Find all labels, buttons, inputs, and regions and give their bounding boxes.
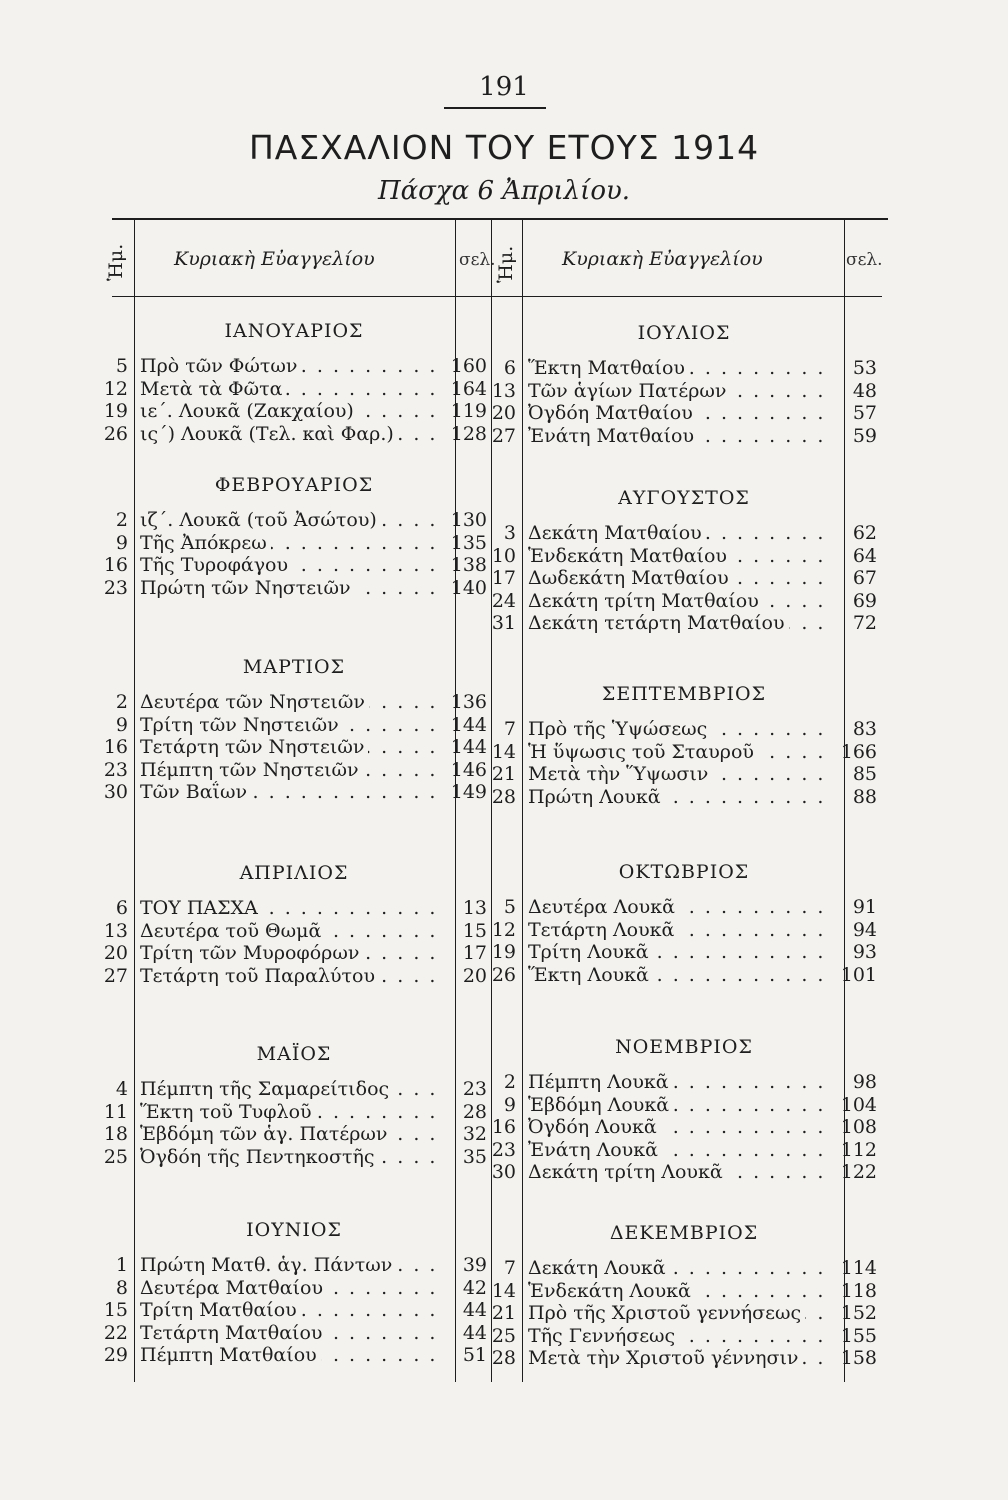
row-day: 26: [491, 963, 516, 986]
row-page: 135: [450, 531, 487, 554]
row-page: 119: [450, 400, 487, 422]
row-page: 15: [462, 919, 487, 942]
row-day: 20: [491, 402, 516, 424]
row-page: 152: [840, 1302, 877, 1324]
row-page: 112: [840, 1138, 877, 1161]
row-gospel-name: [528, 1280, 828, 1302]
row-page: 130: [450, 509, 487, 531]
row-gospel-text: Ὀγδόη τῆς Πεντηκοστῆς: [140, 1146, 379, 1168]
month-heading: ΑΠΡΙΛΙΟΣ: [239, 862, 349, 884]
row-page: 155: [840, 1324, 877, 1347]
row-day: 6: [503, 357, 516, 379]
row-gospel-name: [528, 1071, 828, 1093]
row-gospel-text: Δευτέρα τοῦ Θωμᾶ: [140, 920, 325, 942]
month-heading: ΙΟΥΛΙΟΣ: [637, 322, 731, 344]
row-page: 62: [852, 522, 877, 544]
row-page: 85: [852, 763, 877, 785]
row-gospel-name: [528, 612, 828, 634]
row-gospel-name: [140, 691, 440, 713]
row-gospel-text: Μετὰ τὰ Φῶτα: [140, 378, 286, 400]
row-day: 12: [103, 377, 128, 400]
row-day: 24: [491, 589, 516, 612]
row-gospel-text: Δεκάτη Ματθαίου: [528, 522, 706, 544]
row-page: 83: [852, 718, 877, 740]
row-day: 18: [103, 1123, 128, 1145]
row-gospel-text: Δωδεκάτη Ματθαίου: [528, 567, 733, 589]
row-page: 28: [462, 1100, 487, 1123]
row-day: 19: [491, 941, 516, 963]
row-page: 108: [840, 1116, 877, 1138]
row-day: 29: [103, 1344, 128, 1366]
row-page: 144: [450, 713, 487, 736]
month-heading: ΜΑΪΟΣ: [256, 1043, 332, 1065]
row-day: 27: [103, 964, 128, 987]
row-day: 5: [503, 896, 516, 918]
row-day: 30: [491, 1161, 516, 1183]
row-day: 17: [491, 567, 516, 589]
row-gospel-text: Ἡ ὕψωσις τοῦ Σταυροῦ: [528, 741, 758, 763]
row-gospel-text: Ἑβδόμη τῶν ἁγ. Πατέρων: [140, 1123, 391, 1145]
row-day: 19: [103, 400, 128, 422]
row-gospel-name: [528, 567, 828, 589]
row-day: 21: [491, 1302, 516, 1324]
row-gospel-text: Ἕκτη τοῦ Τυφλοῦ: [140, 1101, 316, 1123]
row-gospel-text: Μετὰ τὴν Ὕψωσιν: [528, 763, 712, 785]
row-gospel-text: Πέμπτη Λουκᾶ: [528, 1071, 673, 1093]
row-gospel-name: [528, 425, 828, 447]
row-gospel-text: Τετάρτη τοῦ Παραλύτου: [140, 965, 379, 987]
row-gospel-text: Μετὰ τὴν Χριστοῦ γέννησιν: [528, 1347, 802, 1369]
row-day: 28: [491, 1347, 516, 1369]
right-gospel-header: Κυριακὴ Εὐαγγελίου: [562, 248, 763, 270]
row-gospel-text: Τρίτη τῶν Μυροφόρων: [140, 942, 363, 964]
row-gospel-text: Τρίτη Λουκᾶ: [528, 941, 653, 963]
row-day: 25: [103, 1145, 128, 1168]
row-gospel-text: Πρώτη τῶν Νηστειῶν: [140, 577, 355, 599]
row-page: 144: [450, 736, 487, 758]
row-gospel-text: Ἐνάτη Ματθαίου: [528, 425, 698, 447]
row-page: 136: [450, 691, 487, 713]
table-row: [0, 612, 1008, 636]
row-gospel-text: Δεκάτη τρίτη Λουκᾶ: [528, 1161, 727, 1183]
row-gospel-name: [528, 1257, 828, 1279]
row-page: 160: [450, 355, 487, 377]
row-gospel-text: Τρίτη Ματθαίου: [140, 1299, 301, 1321]
row-gospel-text: Ἑνδεκάτη Ματθαίου: [528, 545, 731, 567]
left-gospel-header: Κυριακὴ Εὐαγγελίου: [174, 248, 375, 270]
row-page: 69: [852, 589, 877, 612]
row-day: 9: [115, 531, 128, 554]
row-page: 57: [852, 402, 877, 424]
row-day: 5: [115, 355, 128, 377]
page-number-rule: [444, 107, 546, 109]
row-gospel-name: [528, 1347, 828, 1369]
row-day: 10: [491, 544, 516, 567]
right-day-header: Ἡμ.: [495, 245, 517, 283]
row-page: 13: [462, 897, 487, 919]
row-gospel-name: [528, 590, 828, 612]
row-day: 27: [491, 424, 516, 447]
row-gospel-name: [528, 1094, 828, 1116]
page-title: ΠΑΣΧΑΛΙΟΝ ΤΟΥ ΕΤΟΥΣ 1914: [248, 128, 760, 167]
row-page: 51: [462, 1344, 487, 1366]
row-page: 91: [852, 896, 877, 918]
row-day: 9: [503, 1093, 516, 1116]
row-gospel-text: Τετάρτη τῶν Νηστειῶν: [140, 736, 368, 758]
row-gospel-name: [528, 718, 828, 740]
row-day: 7: [503, 1257, 516, 1279]
row-page: 72: [852, 612, 877, 634]
row-page: 104: [840, 1093, 877, 1116]
table-row: [0, 691, 1008, 715]
row-gospel-name: [140, 1254, 440, 1276]
row-page: 101: [840, 963, 877, 986]
row-page: 53: [852, 357, 877, 379]
row-page: 158: [840, 1347, 877, 1369]
row-gospel-name: [528, 1161, 828, 1183]
row-gospel-text: Τρίτη τῶν Νηστειῶν: [140, 714, 343, 736]
row-gospel-text: Πρώτη Λουκᾶ: [528, 786, 665, 808]
row-page: 67: [852, 567, 877, 589]
row-gospel-text: Πρώτη Ματθ. ἁγ. Πάντων: [140, 1254, 396, 1276]
table-top-rule: [112, 218, 888, 220]
row-page: 23: [462, 1078, 487, 1100]
row-gospel-text: Ἐνάτη Λουκᾶ: [528, 1139, 662, 1161]
row-page: 93: [852, 941, 877, 963]
month-heading: ΣΕΠΤΕΜΒΡΙΟΣ: [601, 683, 767, 705]
row-day: 13: [491, 379, 516, 402]
row-page: 44: [462, 1321, 487, 1344]
row-gospel-text: Ὀγδόη Λουκᾶ: [528, 1116, 661, 1138]
row-page: 42: [462, 1276, 487, 1299]
row-gospel-name: [528, 1116, 828, 1138]
row-day: 1: [115, 1254, 128, 1276]
row-day: 14: [491, 1279, 516, 1302]
table-header-rule: [112, 296, 882, 297]
row-day: 3: [503, 522, 516, 544]
month-heading: ΙΟΥΝΙΟΣ: [246, 1219, 342, 1241]
row-page: 17: [462, 942, 487, 964]
row-day: 23: [491, 1138, 516, 1161]
row-day: 30: [103, 781, 128, 803]
row-page: 35: [462, 1145, 487, 1168]
row-gospel-text: Ὀγδόη Ματθαίου: [528, 402, 697, 424]
row-day: 31: [491, 612, 516, 634]
month-heading: ΝΟΕΜΒΡΙΟΣ: [615, 1036, 753, 1058]
row-page: 44: [462, 1299, 487, 1321]
row-gospel-text: Δεκάτη τετάρτη Ματθαίου: [528, 612, 789, 634]
row-page: 114: [840, 1257, 877, 1279]
row-page: 59: [852, 424, 877, 447]
row-gospel-text: Τῶν ἁγίων Πατέρων: [528, 380, 730, 402]
row-gospel-text: ιε΄. Λουκᾶ (Ζακχαίου): [140, 400, 358, 422]
row-gospel-text: Δευτέρα Λουκᾶ: [528, 896, 679, 918]
row-gospel-text: Πρὸ τῆς Χριστοῦ γεννήσεως: [528, 1302, 805, 1324]
page-number: 191: [479, 72, 529, 102]
row-gospel-text: Δευτέρα Ματθαίου: [140, 1277, 327, 1299]
row-gospel-text: Ἑβδόμη Λουκᾶ: [528, 1094, 673, 1116]
row-gospel-text: ιζ΄. Λουκᾶ (τοῦ Ἀσώτου): [140, 509, 381, 531]
row-day: 25: [491, 1324, 516, 1347]
page-subtitle: Πάσχα 6 Ἀπριλίου.: [377, 176, 631, 206]
row-day: 2: [115, 509, 128, 531]
left-day-header: Ἡμ.: [105, 243, 127, 281]
row-page: 149: [450, 781, 487, 803]
row-gospel-text: Ἕκτη Ματθαίου: [528, 357, 689, 379]
row-gospel-name: [528, 545, 828, 567]
month-heading: ΟΚΤΩΒΡΙΟΣ: [618, 861, 750, 883]
row-page: 88: [852, 785, 877, 808]
row-day: 4: [115, 1078, 128, 1100]
row-day: 21: [491, 763, 516, 785]
row-gospel-name: [528, 786, 828, 808]
row-day: 12: [491, 918, 516, 941]
row-day: 28: [491, 785, 516, 808]
row-gospel-text: Ἕκτη Λουκᾶ: [528, 964, 653, 986]
row-gospel-name: [528, 402, 828, 424]
row-gospel-name: [528, 1139, 828, 1161]
row-day: 16: [103, 736, 128, 758]
row-gospel-text: Πρὸ τῆς Ὑψώσεως: [528, 718, 711, 740]
row-day: 6: [115, 897, 128, 919]
row-page: 32: [462, 1123, 487, 1145]
row-gospel-text: Δεκάτη Λουκᾶ: [528, 1257, 670, 1279]
row-gospel-text: Δεκάτη τρίτη Ματθαίου: [528, 590, 763, 612]
left-page-header: σελ.: [459, 250, 496, 270]
row-gospel-text: ΤΟΥ ΠΑΣΧΑ: [140, 897, 262, 919]
row-gospel-text: Τῆς Τυροφάγου: [140, 554, 292, 576]
row-day: 26: [103, 422, 128, 445]
row-day: 13: [103, 919, 128, 942]
month-heading: ΜΑΡΤΙΟΣ: [242, 656, 346, 678]
row-day: 2: [115, 691, 128, 713]
row-gospel-text: Πέμπτη Ματθαίου: [140, 1344, 321, 1366]
row-day: 14: [491, 740, 516, 763]
row-page: 98: [852, 1071, 877, 1093]
row-gospel-name: [528, 1325, 828, 1347]
row-page: 166: [840, 740, 877, 763]
row-gospel-name: [528, 357, 828, 379]
row-page: 118: [840, 1279, 877, 1302]
row-day: 7: [503, 718, 516, 740]
row-page: 94: [852, 918, 877, 941]
row-gospel-name: [528, 919, 828, 941]
row-day: 8: [115, 1276, 128, 1299]
row-gospel-name: [528, 896, 828, 918]
row-day: 16: [103, 554, 128, 576]
row-page: 39: [462, 1254, 487, 1276]
row-page: 48: [852, 379, 877, 402]
row-gospel-text: Πέμπτη τῶν Νηστειῶν: [140, 759, 363, 781]
row-gospel-name: [528, 763, 828, 785]
row-gospel-text: Τετάρτη Ματθαίου: [140, 1322, 326, 1344]
row-page: 128: [450, 422, 487, 445]
row-page: 164: [450, 377, 487, 400]
month-heading: ΙΑΝΟΥΑΡΙΟΣ: [224, 320, 364, 342]
row-gospel-text: ις΄) Λουκᾶ (Τελ. καὶ Φαρ.): [140, 423, 398, 445]
row-gospel-name: [528, 741, 828, 763]
row-day: 2: [503, 1071, 516, 1093]
row-page: 146: [450, 758, 487, 781]
month-heading: ΔΕΚΕΜΒΡΙΟΣ: [609, 1222, 759, 1244]
row-gospel-text: Δευτέρα τῶν Νηστειῶν: [140, 691, 369, 713]
row-page: 140: [450, 576, 487, 599]
row-day: 22: [103, 1321, 128, 1344]
row-day: 23: [103, 758, 128, 781]
row-gospel-text: Τετάρτη Λουκᾶ: [528, 919, 678, 941]
row-page: 64: [852, 544, 877, 567]
row-day: 9: [115, 713, 128, 736]
row-gospel-text: Πέμπτη τῆς Σαμαρείτιδος: [140, 1078, 393, 1100]
month-heading: ΑΥΓΟΥΣΤΟΣ: [618, 487, 750, 509]
row-gospel-text: Τῆς Γεννήσεως: [528, 1325, 679, 1347]
row-day: 16: [491, 1116, 516, 1138]
row-day: 15: [103, 1299, 128, 1321]
month-heading: ΦΕΒΡΟΥΑΡΙΟΣ: [214, 474, 374, 496]
row-page: 20: [462, 964, 487, 987]
row-day: 20: [103, 942, 128, 964]
row-gospel-name: [528, 964, 828, 986]
row-gospel-name: [528, 522, 828, 544]
row-page: 138: [450, 554, 487, 576]
row-day: 23: [103, 576, 128, 599]
row-gospel-text: Πρὸ τῶν Φώτων: [140, 355, 301, 377]
row-day: 11: [103, 1100, 128, 1123]
row-page: 122: [840, 1161, 877, 1183]
row-gospel-name: [528, 1302, 828, 1324]
row-gospel-name: [528, 380, 828, 402]
row-gospel-name: [528, 941, 828, 963]
row-gospel-text: Τῶν Βαΐων: [140, 781, 251, 803]
right-page-header: σελ.: [846, 250, 883, 270]
row-gospel-text: Τῆς Ἀπόκρεω: [140, 532, 271, 554]
row-gospel-text: Ἑνδεκάτη Λουκᾶ: [528, 1280, 695, 1302]
row-gospel-name: [140, 423, 440, 445]
